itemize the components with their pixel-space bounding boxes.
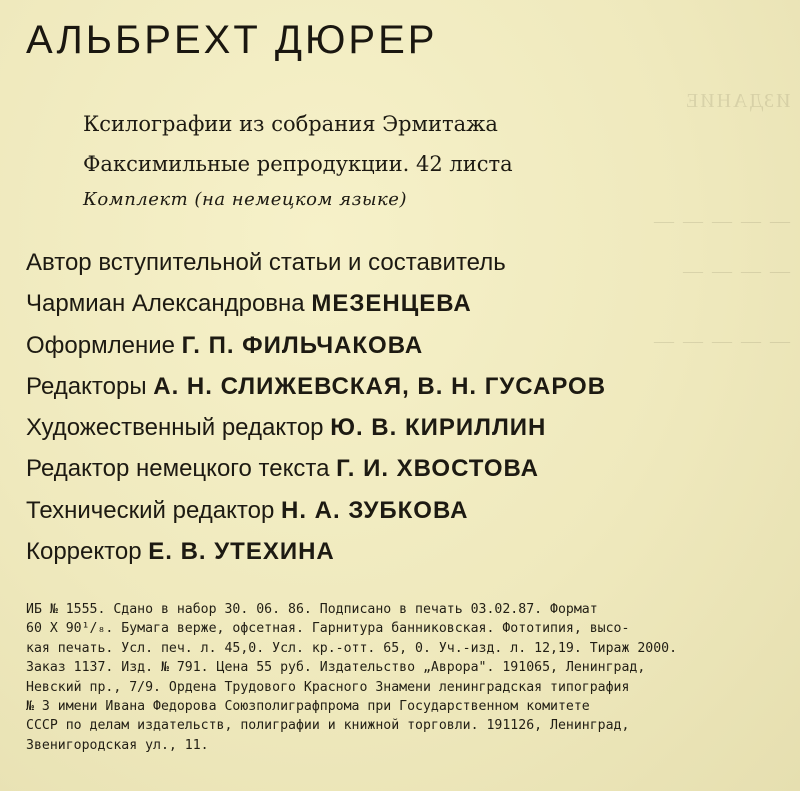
credit-role: Редакторы: [26, 372, 147, 400]
imprint-block: [26, 600, 786, 755]
imprint-line: Заказ 1137. Изд. № 791. Цена 55 руб. Издательство „Аврора". 191065, Ленинград,: [26, 660, 646, 676]
subtitle-line-1: Ксилографии из собрания Эрмитажа: [83, 112, 498, 136]
imprint-line: кая печать. Усл. печ. л. 45,0. Усл. кр.-отт. 65, 0. Уч.-изд. л. 12,19. Тираж 2000.: [26, 640, 678, 656]
subtitle-line-2: Факсимильные репродукции. 42 листа: [83, 152, 513, 176]
credit-role: Оформление: [26, 331, 175, 359]
credit-line: [26, 366, 606, 407]
credit-line: [26, 531, 606, 572]
subtitle-line-3: Комплект (на немецком языке): [83, 189, 407, 210]
show-through-text: ИЗДАНИЕ — — — — — — — — — — — — — —: [652, 90, 790, 352]
imprint-line: ИБ № 1555. Сдано в набор 30. 06. 86. Подписано в печать 03.02.87. Формат: [26, 602, 598, 617]
imprint-line: 60 X 90¹/₈. Бумага верже, офсетная. Гарнитура банниковская. Фототипия, высо-: [26, 621, 630, 637]
credit-role: Чармиан Александровна: [26, 290, 305, 318]
imprint-line: № 3 имени Ивана Федорова Союзполиграфпрома при Государственном комитете: [26, 699, 590, 715]
credit-name: Ю. В. КИРИЛЛИН: [330, 414, 547, 442]
credit-role: Художественный редактор: [26, 414, 324, 442]
credit-name: Е. В. УТЕХИНА: [148, 538, 335, 566]
credit-line: [26, 325, 606, 366]
credit-name: Г. И. ХВОСТОВА: [336, 455, 539, 483]
credit-name: Г. П. ФИЛЬЧАКОВА: [181, 331, 424, 359]
imprint-line: СССР по делам издательств, полиграфии и книжной торговли. 191126, Ленинград,: [26, 718, 630, 734]
credit-role: Корректор: [26, 538, 142, 566]
credit-line: [26, 448, 606, 489]
credit-name: МЕЗЕНЦЕВА: [311, 290, 472, 318]
credit-line: [26, 407, 606, 448]
imprint-line: Звенигородская ул., 11.: [26, 737, 209, 753]
credit-line: [26, 490, 606, 531]
credit-line: [26, 283, 606, 324]
credit-role: Автор вступительной статьи и составитель: [26, 249, 506, 276]
credit-role: Технический редактор: [26, 496, 275, 524]
page-title: АЛЬБРЕХТ ДЮРЕР: [26, 18, 438, 62]
credit-name: А. Н. СЛИЖЕВСКАЯ, В. Н. ГУСАРОВ: [153, 372, 607, 400]
credit-name: Н. А. ЗУБКОВА: [281, 496, 469, 524]
credits-list: [26, 242, 606, 572]
credit-line: [26, 242, 606, 283]
credit-role: Редактор немецкого текста: [26, 455, 330, 483]
imprint-line: Невский пр., 7/9. Ордена Трудового Красного Знамени ленинградская типография: [26, 679, 630, 695]
